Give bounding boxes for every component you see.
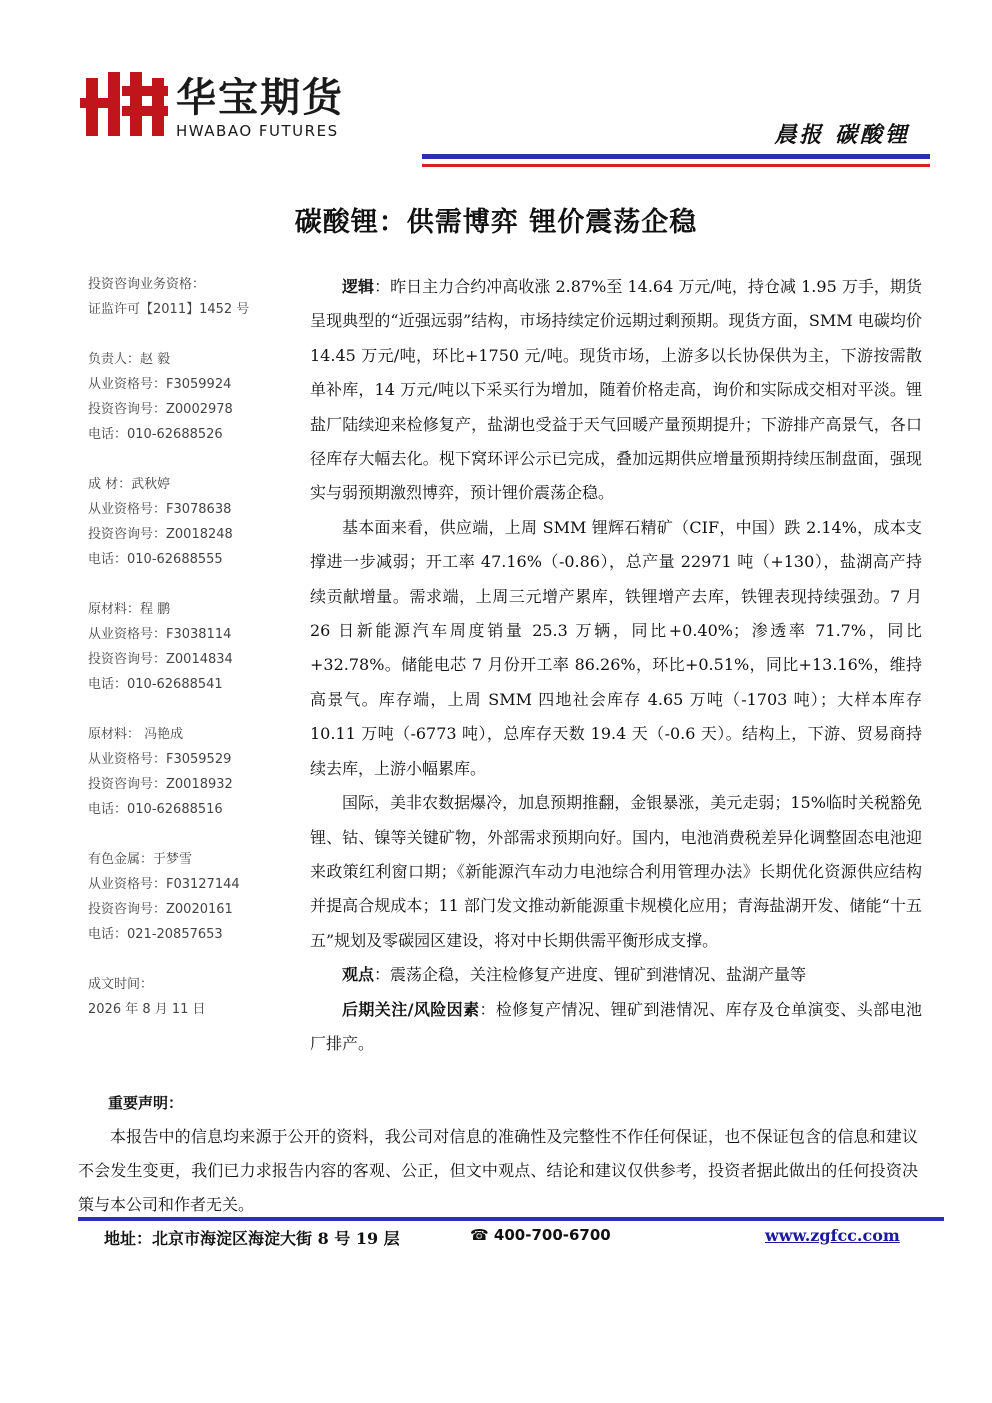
analyst-phone: 电话：021-20857653	[88, 927, 223, 942]
paragraph-logic	[310, 270, 922, 511]
analyst-block	[88, 472, 288, 572]
analyst-cert: 从业资格号：F3038114	[88, 627, 232, 642]
paragraph-risk	[310, 993, 922, 1062]
analyst-role: 原材料： 冯艳成	[88, 727, 184, 742]
analyst-block	[88, 597, 288, 697]
footer-website-link[interactable]: www.zgfcc.com	[765, 1226, 900, 1245]
analyst-block	[88, 847, 288, 947]
analyst-phone: 电话：010-62688541	[88, 677, 223, 692]
analyst-cert: 从业资格号：F3078638	[88, 502, 232, 517]
date-value: 2026 年 8 月 11 日	[88, 1002, 206, 1017]
header-rule-blue	[422, 154, 930, 159]
view-label: 观点	[342, 965, 375, 985]
risk-text: ：检修复产情况、锂矿到港情况、库存及仓单演变、头部电池厂排产。	[310, 999, 922, 1053]
analyst-cert: 从业资格号：F03127144	[88, 877, 240, 892]
analyst-block	[88, 722, 288, 822]
logo-english-name: HWABAO FUTURES	[176, 122, 339, 140]
header-rule-red	[422, 164, 930, 167]
analyst-invest: 投资咨询号：Z0014834	[88, 652, 233, 667]
analyst-cert: 从业资格号：F3059529	[88, 752, 232, 767]
report-tag: 晨报 碳酸锂	[774, 122, 910, 148]
logic-label: 逻辑	[342, 277, 375, 296]
analyst-cert: 从业资格号：F3059924	[88, 377, 232, 392]
analyst-role: 原材料：程 鹏	[88, 602, 171, 617]
risk-label: 后期关注/风险因素	[342, 999, 480, 1019]
disclaimer-text: 本报告中的信息均来源于公开的资料，我公司对信息的准确性及完整性不作任何保证，也不保证包含的信息和建议不会发生变更，我们已力求报告内容的客观、公正，但文中观点、结论和建议仅供参考，投资者据此做出的任何投资决策与本公司和作者无关。	[78, 1127, 918, 1214]
company-logo	[80, 72, 380, 142]
logic-text: ：昨日主力合约冲高收涨 2.87%至 14.64 万元/吨，持仓减 1.95 万手，期货呈现典型的“近强远弱”结构，市场持续定价远期过剩预期。现货方面，SMM 电碳均价 14.45 万元/吨，环比+1750 元/吨。现货市场，上游多以长协保供为主，下游按需散单补库，14 万元/吨以下采买行为增加，随着价格走高，询价和实际成交相对平淡。锂盐厂陆续迎来检修复产，盐湖也受益于天气回暖产量预期提升；下游排产高景气，各口径库存大幅去化。枧下窝环评公示已完成，叠加远期供应增量预期持续压制盘面，强现实与弱预期激烈博弈，预计锂价震荡企稳。	[310, 277, 922, 503]
qualification-label: 投资咨询业务资格：	[88, 277, 206, 292]
view-text: ：震荡企稳，关注检修复产进度、锂矿到港情况、盐湖产量等	[374, 965, 807, 985]
analyst-role: 有色金属：于梦雪	[88, 852, 193, 867]
analyst-role: 成 材：武秋婷	[88, 477, 171, 492]
analyst-phone: 电话：010-62688516	[88, 802, 223, 817]
analyst-invest: 投资咨询号：Z0018932	[88, 777, 233, 792]
footer-phone: ☎ 400-700-6700	[470, 1226, 611, 1244]
hwabao-logo-mark	[80, 72, 168, 142]
analyst-invest: 投资咨询号：Z0018248	[88, 527, 233, 542]
analyst-block	[88, 347, 288, 447]
paragraph-macro: 国际，美非农数据爆冷，加息预期推翻，金银暴涨，美元走弱；15%临时关税豁免锂、钴、镍等关键矿物，外部需求预期向好。国内，电池消费税差异化调整固态电池迎来政策红利窗口期；《新能源汽车动力电池综合利用管理办法》长期优化资源供应结构并提高合规成本；11 部门发文推动新能源重卡规模化应用；青海盐湖开发、储能“十五五”规划及零碳园区建设，将对中长期供需平衡形成支撑。	[310, 793, 922, 950]
analyst-sidebar	[88, 272, 288, 1022]
analyst-role: 负责人：赵 毅	[88, 352, 171, 367]
logo-chinese-name: 华宝期货	[176, 75, 344, 121]
qualification-value: 证监许可【2011】1452 号	[88, 302, 250, 317]
analyst-invest: 投资咨询号：Z0020161	[88, 902, 233, 917]
disclaimer-title: 重要声明：	[108, 1094, 184, 1112]
analyst-phone: 电话：010-62688555	[88, 552, 223, 567]
footer-rule	[78, 1217, 944, 1221]
date-label: 成文时间：	[88, 977, 154, 992]
paragraph-fundamentals: 基本面来看，供应端，上周 SMM 锂辉石精矿（CIF，中国）跌 2.14%，成本支撑进一步减弱；开工率 47.16%（-0.86），总产量 22971 吨（+130），盐湖高产持续贡献增量。需求端，上周三元增产累库，铁锂增产去库，铁锂表现持续强劲。7 月 26 日新能源汽车周度销量 25.3 万辆，同比+0.40%；渗透率 71.7%，同比+32.78%。储能电芯 7 月份开工率 86.26%，环比+0.51%，同比+13.16%，维持高景气。库存端，上周 SMM 四地社会库存 4.65 万吨（-1703 吨）；大样本库存 10.11 万吨（-6773 吨），总库存天数 19.4 天（-0.6 天）。结构上，下游、贸易商持续去库，上游小幅累库。	[310, 517, 922, 778]
analyst-invest: 投资咨询号：Z0002978	[88, 402, 233, 417]
analyst-phone: 电话：010-62688526	[88, 427, 223, 442]
paragraph-view	[310, 958, 922, 992]
footer-address: 地址：北京市海淀区海淀大街 8 号 19 层	[104, 1229, 400, 1248]
page-title: 碳酸锂：供需博弈 锂价震荡企稳	[294, 207, 698, 238]
report-body	[310, 270, 922, 1061]
